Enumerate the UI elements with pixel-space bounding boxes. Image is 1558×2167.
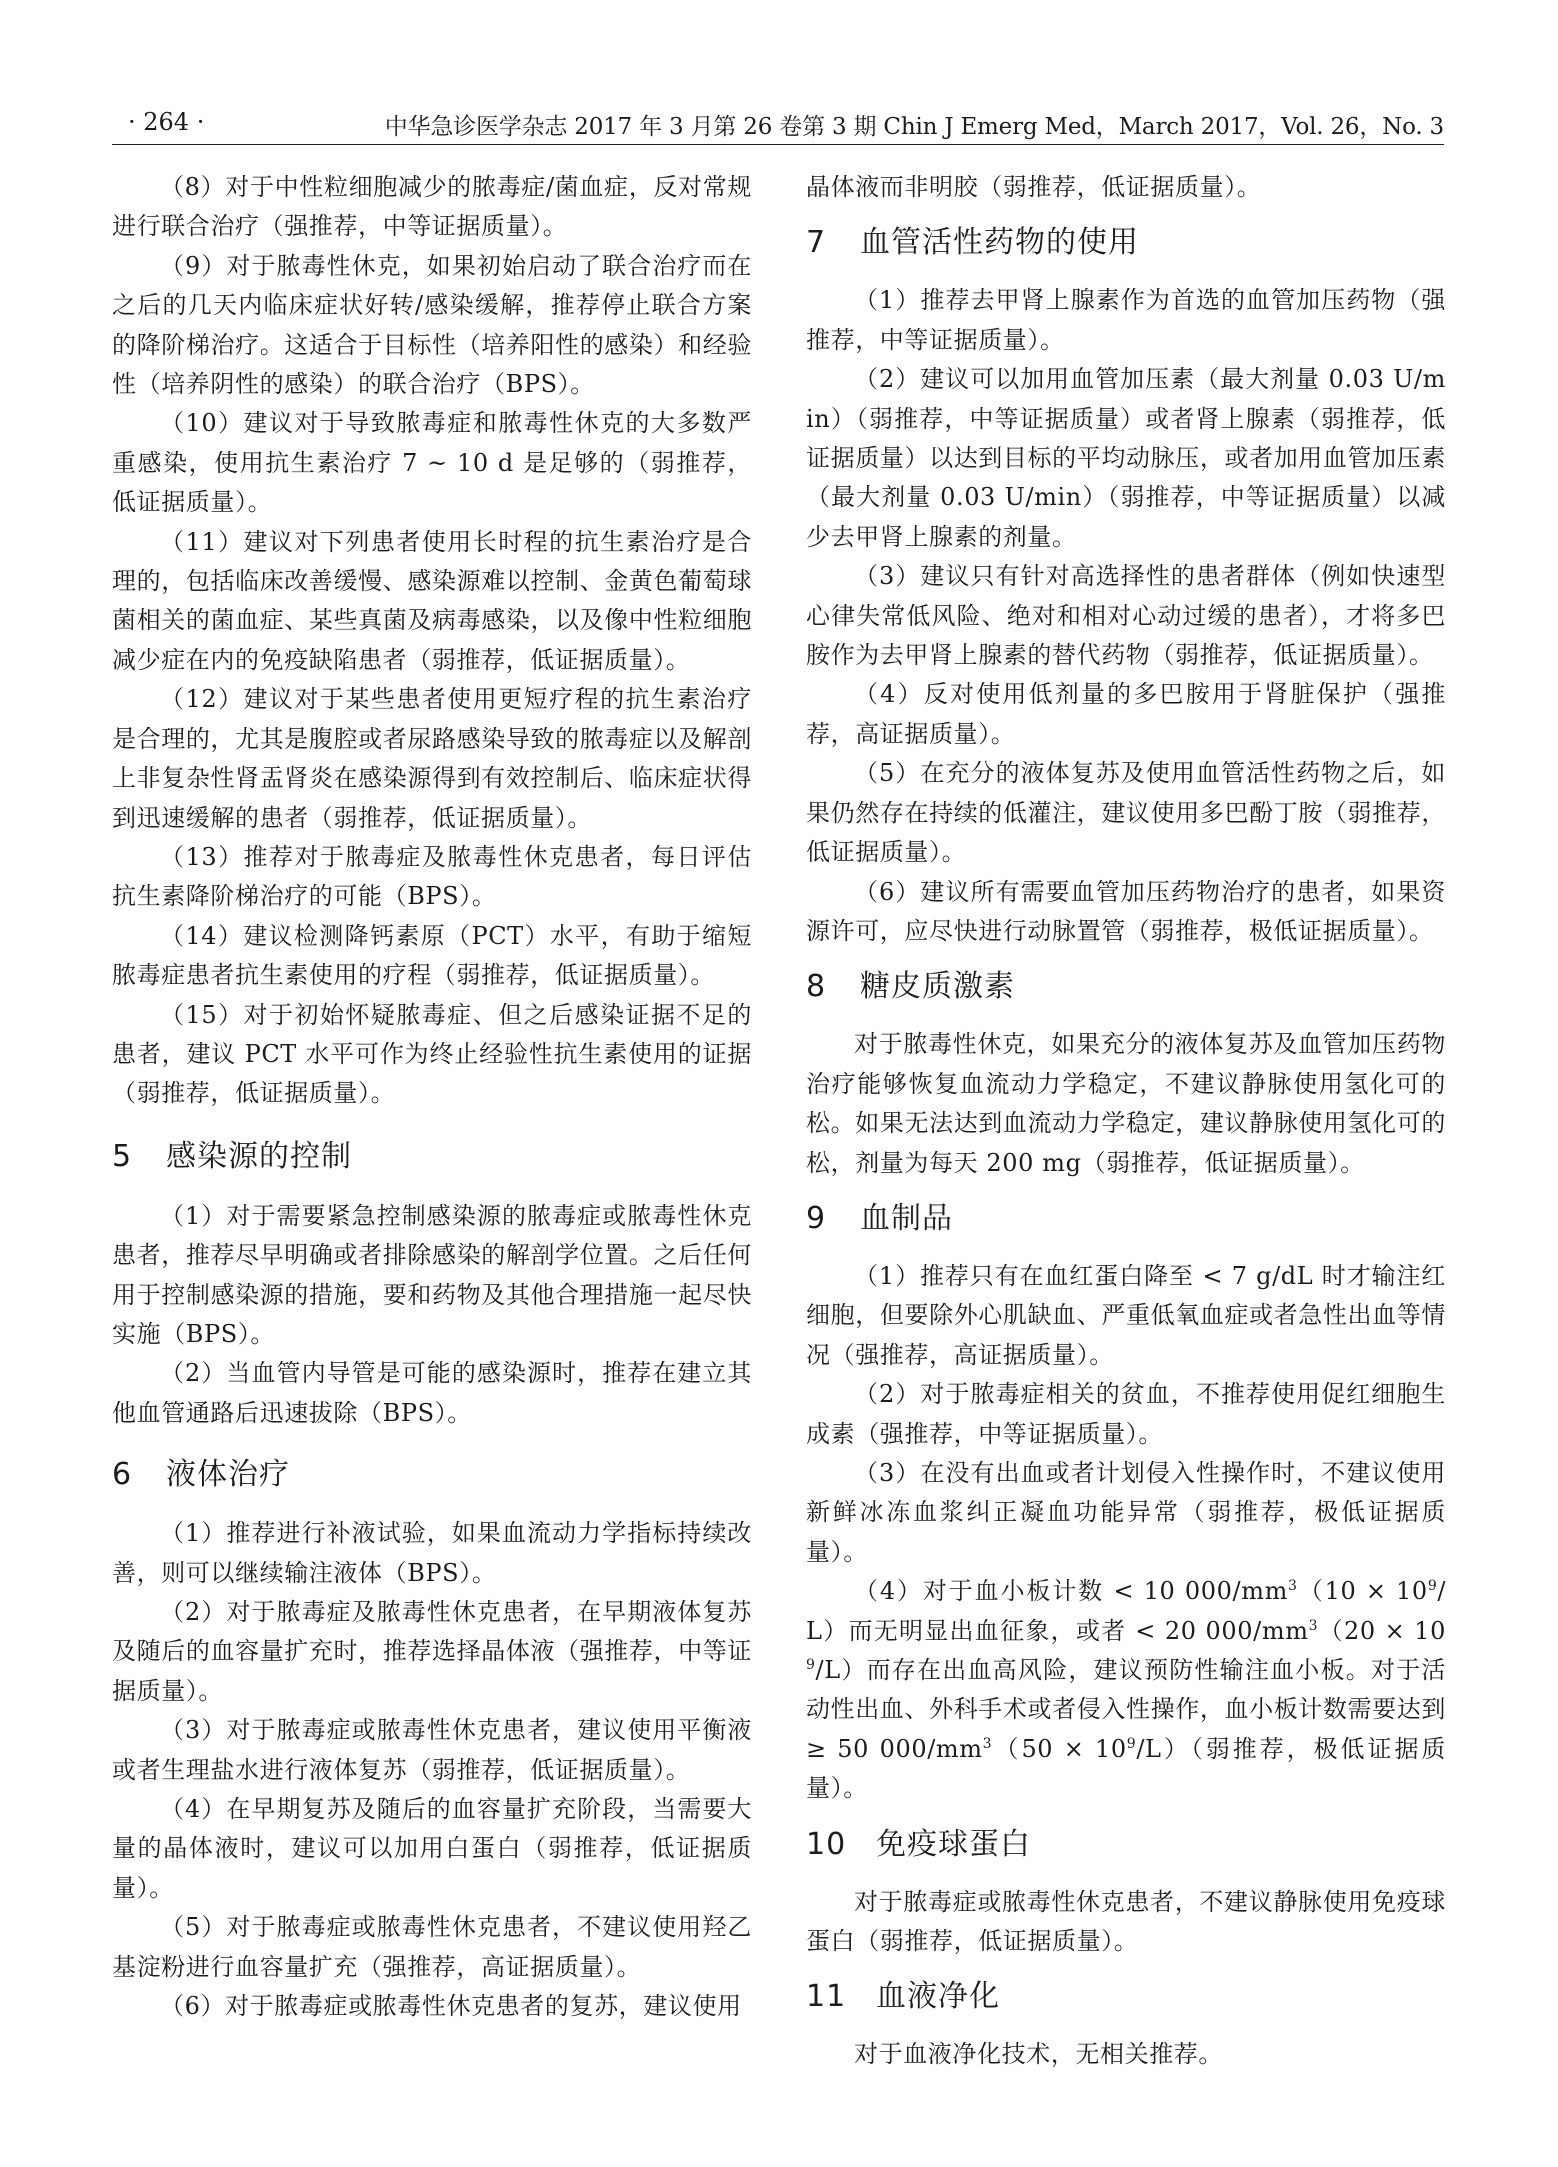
paragraph: 对于血液净化技术，无相关推荐。 <box>854 2040 1223 2069</box>
paragraph: （10）建议对于导致脓毒症和脓毒性休克的大多数严重感染，使用抗生素治疗 7 ~ 10 d 是足够的（弱推荐，低证据质量）。 <box>112 409 752 517</box>
section-number: 8 <box>806 969 827 1005</box>
section-number: 5 <box>112 1138 133 1174</box>
section-number: 11 <box>806 1979 847 2015</box>
section-number: 10 <box>806 1826 847 1862</box>
paragraph: 晶体液而非明胶（弱推荐，低证据质量）。 <box>806 173 1262 201</box>
page-header <box>112 104 1444 145</box>
paragraph: （4）在早期复苏及随后的血容量扩充阶段，当需要大量的晶体液时，建议可以加用白蛋白（弱推荐，低证据质量）。 <box>112 1795 752 1902</box>
paragraph: 对于脓毒性休克，如果充分的液体复苏及血管加压药物治疗能够恢复血流动力学稳定，不建议静脉使用氢化可的松。如果无法达到血流动力学稳定，建议静脉使用氢化可的松，剂量为每天 200 mg（弱推荐，低证据质量）。 <box>806 1030 1446 1177</box>
journal-citation: 中华急诊医学杂志 2017 年 3 月第 26 卷第 3 期 Chin J Emerg Med，March 2017，Vol. 26，No. 3 <box>384 114 1444 140</box>
right-column <box>806 168 1446 2075</box>
section-heading-11 <box>806 1977 1446 2017</box>
paragraph: （3）在没有出血或者计划侵入性操作时，不建议使用新鲜冰冻血浆纠正凝血功能异常（弱推荐，极低证据质量）。 <box>806 1458 1446 1566</box>
paragraph: （8）对于中性粒细胞减少的脓毒症/菌血症，反对常规进行联合治疗（强推荐，中等证据质量）。 <box>112 173 752 241</box>
paragraph: （15）对于初始怀疑脓毒症、但之后感染证据不足的患者，建议 PCT 水平可作为终止经验性抗生素使用的证据（弱推荐，低证据质量）。 <box>112 1000 752 1108</box>
paragraph: （2）对于脓毒症及脓毒性休克患者，在早期液体复苏及随后的血容量扩充时，推荐选择晶体液（强推荐，中等证据质量）。 <box>112 1598 752 1705</box>
paragraph: （11）建议对下列患者使用长时程的抗生素治疗是合理的，包括临床改善缓慢、感染源难以控制、金黄色葡萄球菌相关的菌血症、某些真菌及病毒感染，以及像中性粒细胞减少症在内的免疫缺陷患者（弱推荐，低证据质量）。 <box>112 527 752 674</box>
section-title: 糖皮质激素 <box>860 969 1015 1005</box>
section-heading-10 <box>806 1825 1446 1865</box>
paragraph: （12）建议对于某些患者使用更短疗程的抗生素治疗是合理的，尤其是腹腔或者尿路感染导致的脓毒症以及解剖上非复杂性肾盂肾炎在感染源得到有效控制后、临床症状得到迅速缓解的患者（弱推荐，低证据质量）。 <box>112 685 752 832</box>
paragraph: （3）建议只有针对高选择性的患者群体（例如快速型心律失常低风险、绝对和相对心动过缓的患者），才将多巴胺作为去甲肾上腺素的替代药物（弱推荐，低证据质量）。 <box>806 562 1446 670</box>
section-title: 血管活性药物的使用 <box>860 225 1139 261</box>
left-column <box>112 168 752 2026</box>
paragraph: （6）对于脓毒症或脓毒性休克患者的复苏，建议使用 <box>160 1992 742 2021</box>
section-title: 血液净化 <box>876 1979 1000 2015</box>
paragraph-platelet-thresholds: （4）对于血小板计数 < 10 $000/mm^3(10 \times 10^9/L)$而无明显出血征象，或者 < 20 $000/mm^3(20 \times 10^9/L)$而存在出血高风险，建议预防性输注血小板。对于活动性出血、外科手术或者侵入性操作，血小板计数需要达到 ≥ 50 $000/mm^3(50 \times 10^9/L)$（弱推荐，极低证据质量）。 <box>806 1577 1447 1803</box>
paragraph: （2）当血管内导管是可能的感染源时，推荐在建立其他血管通路后迅速拔除（BPS）。 <box>112 1359 752 1427</box>
paragraph: （3）对于脓毒症或脓毒性休克患者，建议使用平衡液或者生理盐水进行液体复苏（弱推荐，低证据质量）。 <box>112 1716 752 1784</box>
paragraph: （1）对于需要紧急控制感染源的脓毒症或脓毒性休克患者，推荐尽早明确或者排除感染的解剖学位置。之后任何用于控制感染源的措施，要和药物及其他合理措施一起尽快实施（BPS）。 <box>112 1201 752 1348</box>
section-title: 液体治疗 <box>166 1457 290 1493</box>
paragraph: （9）对于脓毒性休克，如果初始启动了联合治疗而在之后的几天内临床症状好转/感染缓解，推荐停止联合方案的降阶梯治疗。这适合于目标性（培养阳性的感染）和经验性（培养阴性的感染）的联合治疗（BPS）。 <box>112 251 752 399</box>
section-title: 免疫球蛋白 <box>876 1826 1031 1862</box>
section-title: 血制品 <box>860 1200 953 1236</box>
paragraph: （5）在充分的液体复苏及使用血管活性药物之后，如果仍然存在持续的低灌注，建议使用多巴酚丁胺（弱推荐，低证据质量）。 <box>806 759 1446 867</box>
paragraph: （4）反对使用低剂量的多巴胺用于肾脏保护（强推荐，高证据质量）。 <box>806 680 1446 748</box>
paragraph: （14）建议检测降钙素原（PCT）水平，有助于缩短脓毒症患者抗生素使用的疗程（弱推荐，低证据质量）。 <box>112 921 752 990</box>
section-number: 9 <box>806 1200 827 1236</box>
section-heading-7 <box>806 223 1446 263</box>
page-number: · 264 · <box>128 108 205 136</box>
section-heading-9 <box>806 1199 1446 1239</box>
paragraph: （2）对于脓毒症相关的贫血，不推荐使用促红细胞生成素（强推荐，中等证据质量）。 <box>806 1380 1446 1448</box>
paragraph: （13）推荐对于脓毒症及脓毒性休克患者，每日评估抗生素降阶梯治疗的可能（BPS）。 <box>112 842 752 911</box>
paragraph: 对于脓毒症或脓毒性休克患者，不建议静脉使用免疫球蛋白（弱推荐，低证据质量）。 <box>806 1887 1446 1956</box>
paragraph: （5）对于脓毒症或脓毒性休克患者，不建议使用羟乙基淀粉进行血容量扩充（强推荐，高证据质量）。 <box>112 1913 752 1981</box>
paragraph: （1）推荐只有在血红蛋白降至 < 7 g/dL 时才输注红细胞，但要除外心肌缺血、严重低氧血症或者急性出血等情况（强推荐，高证据质量）。 <box>806 1261 1446 1369</box>
section-title: 感染源的控制 <box>166 1138 352 1174</box>
paragraph: （1）推荐去甲肾上腺素作为首选的血管加压药物（强推荐，中等证据质量）。 <box>806 286 1446 354</box>
section-heading-6 <box>112 1455 752 1495</box>
section-heading-8 <box>806 967 1446 1007</box>
paragraph: （1）推荐进行补液试验，如果血流动力学指标持续改善，则可以继续输注液体（BPS）。 <box>112 1519 752 1587</box>
section-heading-5 <box>112 1137 752 1177</box>
paragraph: （2）建议可以加用血管加压素（最大剂量 0.03 U/min）（弱推荐，中等证据质量）或者肾上腺素（弱推荐，低证据质量）以达到目标的平均动脉压，或者加用血管加压素（最大剂量 0.03 U/min）（弱推荐，中等证据质量）以减少去甲肾上腺素的剂量。 <box>806 365 1446 551</box>
paragraph: （6）建议所有需要血管加压药物治疗的患者，如果资源许可，应尽快进行动脉置管（弱推荐，极低证据质量）。 <box>806 877 1446 945</box>
section-number: 7 <box>806 225 827 261</box>
section-number: 6 <box>112 1457 133 1493</box>
